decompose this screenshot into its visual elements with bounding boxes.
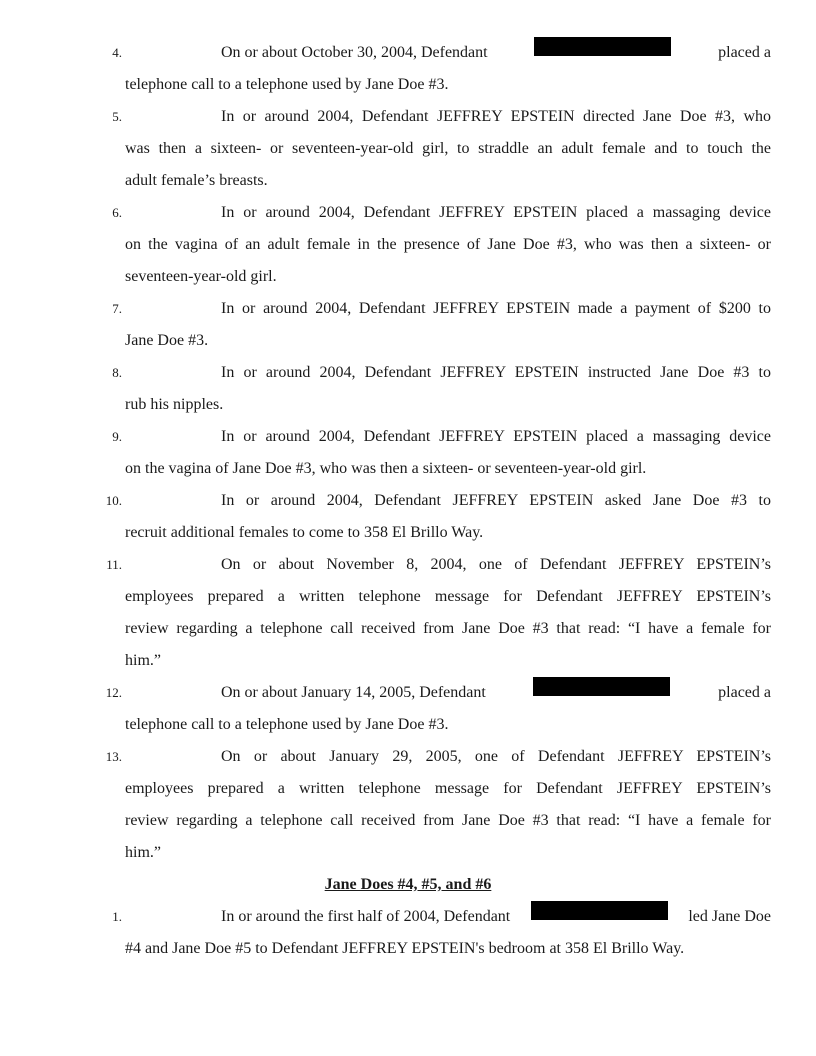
paragraph-line: him.” xyxy=(125,844,161,861)
paragraph-line: In or around 2004, Defendant JEFFREY EPSTEIN directed Jane Doe #3, who xyxy=(221,108,771,125)
paragraph-line: on the vagina of an adult female in the presence of Jane Doe #3, who was then a sixteen- or xyxy=(125,236,771,253)
paragraph-number: 12. xyxy=(105,685,122,700)
paragraph-line: was then a sixteen- or seventeen-year-old girl, to straddle an adult female and to touch the xyxy=(125,140,771,157)
paragraph-line: In or around 2004, Defendant JEFFREY EPSTEIN asked Jane Doe #3 to xyxy=(221,492,771,509)
paragraph-line xyxy=(221,677,771,709)
paragraph-line: On or about November 8, 2004, one of Defendant JEFFREY EPSTEIN’s xyxy=(221,556,771,573)
paragraph-line: In or around 2004, Defendant JEFFREY EPSTEIN placed a massaging device xyxy=(221,428,771,445)
paragraph-line: adult female’s breasts. xyxy=(125,172,268,189)
paragraph-line: #4 and Jane Doe #5 to Defendant JEFFREY EPSTEIN's bedroom at 358 El Brillo Way. xyxy=(125,940,685,957)
paragraph-text: placed a xyxy=(718,44,771,61)
paragraph-line xyxy=(221,901,771,933)
paragraph-text: led Jane Doe xyxy=(688,908,771,925)
paragraph-number: 10. xyxy=(105,493,122,508)
paragraph-text: On or about October 30, 2004, Defendant xyxy=(221,44,488,61)
paragraph-number: 1. xyxy=(112,909,122,924)
paragraph-line: Jane Doe #3. xyxy=(125,332,209,349)
paragraph-number: 13. xyxy=(105,749,122,764)
paragraph-line: on the vagina of Jane Doe #3, who was then a sixteen- or seventeen-year-old girl. xyxy=(125,460,647,477)
paragraph-line: In or around 2004, Defendant JEFFREY EPSTEIN made a payment of $200 to xyxy=(221,300,771,317)
paragraph-line: him.” xyxy=(125,652,161,669)
paragraph-line: review regarding a telephone call received from Jane Doe #3 that read: “I have a female for xyxy=(125,812,771,829)
paragraph-line: telephone call to a telephone used by Jane Doe #3. xyxy=(125,716,449,733)
paragraph-number: 11. xyxy=(106,557,122,572)
paragraph-line: On or about January 29, 2005, one of Defendant JEFFREY EPSTEIN’s xyxy=(221,748,771,765)
paragraph-number: 9. xyxy=(112,429,122,444)
paragraph-number: 7. xyxy=(112,301,122,316)
paragraph-line: recruit additional females to come to 358 El Brillo Way. xyxy=(125,524,484,541)
redaction-box xyxy=(534,37,671,56)
paragraph-line xyxy=(221,37,771,69)
paragraph-number: 8. xyxy=(112,365,122,380)
paragraph-line: seventeen-year-old girl. xyxy=(125,268,277,285)
paragraph-line: In or around 2004, Defendant JEFFREY EPSTEIN placed a massaging device xyxy=(221,204,771,221)
paragraph-line: employees prepared a written telephone message for Defendant JEFFREY EPSTEIN’s xyxy=(125,588,771,605)
paragraph-line: review regarding a telephone call received from Jane Doe #3 that read: “I have a female for xyxy=(125,620,771,637)
paragraph-line: employees prepared a written telephone message for Defendant JEFFREY EPSTEIN’s xyxy=(125,780,771,797)
paragraph-line: rub his nipples. xyxy=(125,396,224,413)
redaction-box xyxy=(531,901,668,920)
redaction-box xyxy=(533,677,670,696)
paragraph-text: In or around the first half of 2004, Defendant xyxy=(221,908,511,925)
paragraph-text: placed a xyxy=(718,684,771,701)
paragraph-number: 6. xyxy=(112,205,122,220)
paragraph-number: 4. xyxy=(112,45,122,60)
paragraph-line: telephone call to a telephone used by Jane Doe #3. xyxy=(125,76,449,93)
paragraph-line: In or around 2004, Defendant JEFFREY EPSTEIN instructed Jane Doe #3 to xyxy=(221,364,771,381)
paragraph-text: On or about January 14, 2005, Defendant xyxy=(221,684,486,701)
section-heading: Jane Does #4, #5, and #6 xyxy=(324,876,492,893)
paragraph-number: 5. xyxy=(112,109,122,124)
